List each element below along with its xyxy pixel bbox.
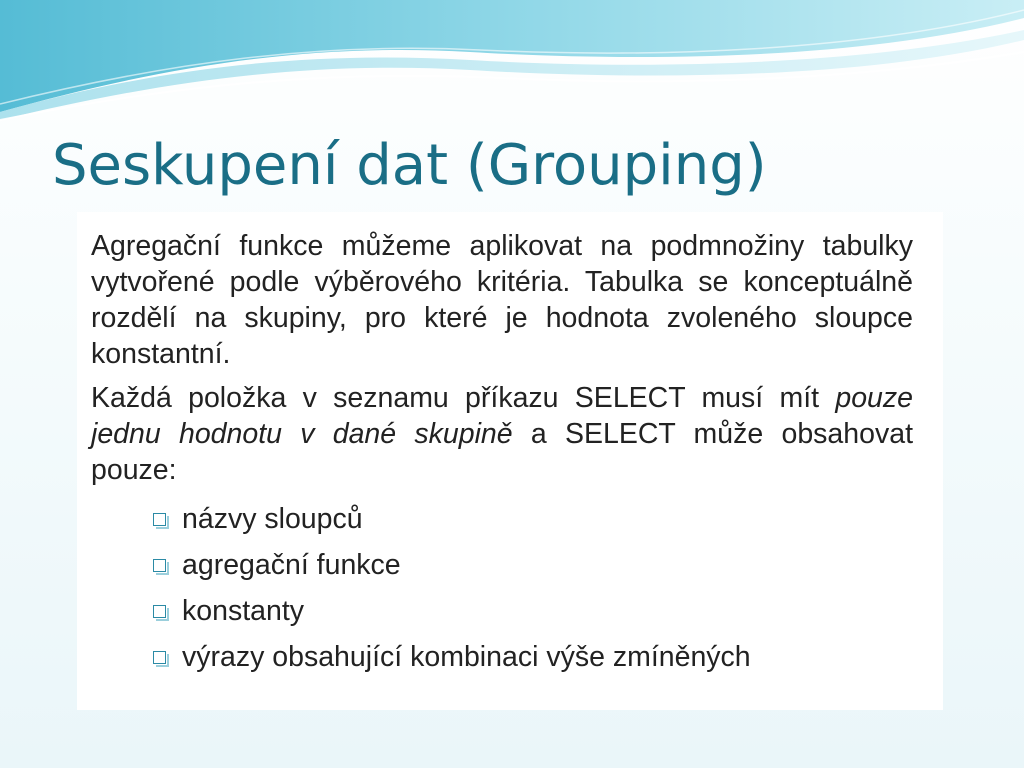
content-box (77, 212, 943, 710)
hollow-square-bullet-icon (153, 513, 166, 526)
bullet-list (91, 496, 913, 680)
slide-title: Seskupení dat (Grouping) (52, 133, 767, 198)
bullet-label: agregační funkce (182, 548, 401, 581)
paragraph-select-rules-part2: a SELECT může obsahovat pouze: (91, 418, 913, 486)
hollow-square-bullet-icon (153, 651, 166, 664)
hollow-square-bullet-icon (153, 605, 166, 618)
paragraph-select-rules (91, 380, 913, 488)
bullet-item (153, 496, 913, 542)
paragraph-select-rules-emphasis: pouze jednu hodnotu v dané skupině (91, 382, 913, 450)
hollow-square-bullet-icon (153, 559, 166, 572)
decorative-wave-header (0, 0, 1024, 130)
bullet-label: výrazy obsahující kombinaci výše zmíněných (182, 640, 751, 673)
bullet-item (153, 542, 913, 588)
bullet-item (153, 588, 913, 634)
bullet-label: konstanty (182, 594, 304, 627)
paragraph-aggregate-functions: Agregační funkce můžeme aplikovat na podmnožiny tabulky vytvořené podle výběrového kritéria. Tabulka se konceptuálně rozdělí na skupiny, pro které je hodnota zvoleného sloupce konstantní. (91, 230, 913, 370)
bullet-item (153, 634, 913, 680)
bullet-label: názvy sloupců (182, 502, 363, 535)
paragraph-select-rules-part1: Každá položka v seznamu příkazu SELECT musí mít (91, 382, 836, 414)
